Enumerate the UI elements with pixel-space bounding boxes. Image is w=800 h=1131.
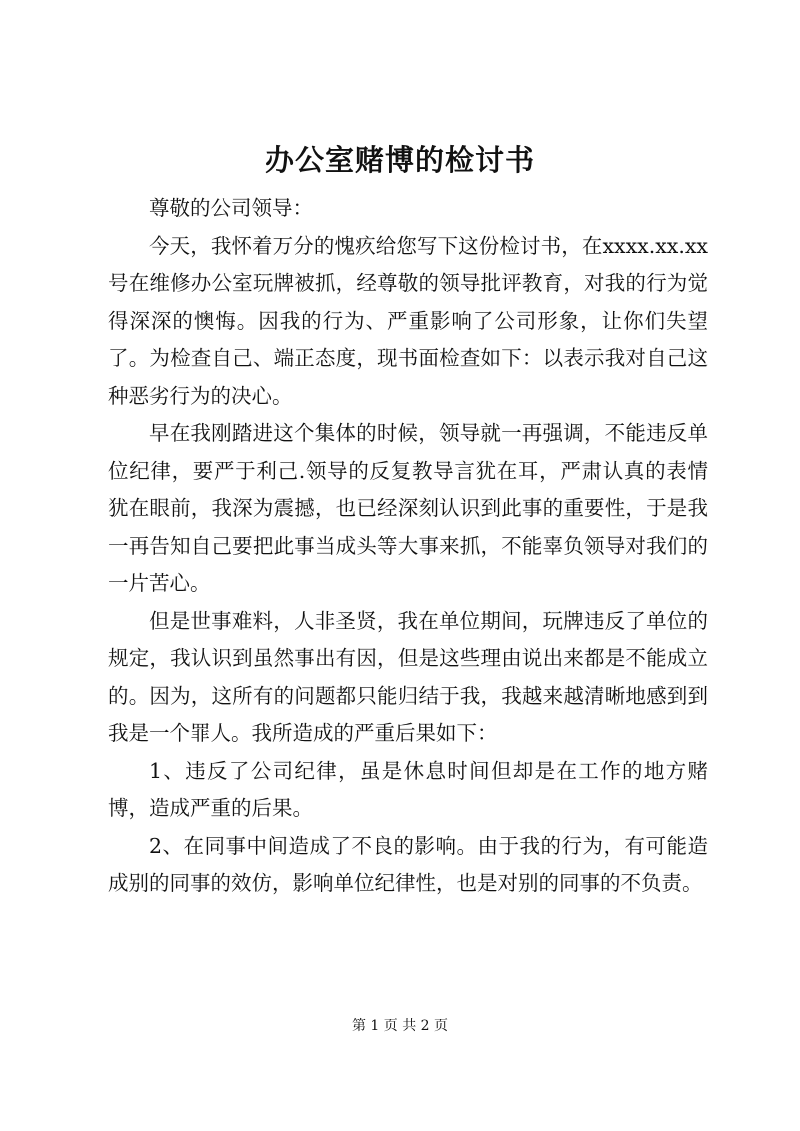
paragraph: 2、在同事中间造成了不良的影响。由于我的行为，有可能造成别的同事的效仿，影响单位纪律性，也是对别的同事的不负责。 (108, 833, 708, 895)
paragraph: 今天，我怀着万分的愧疚给您写下这份检讨书，在xxxx.xx.xx号在维修办公室玩牌被抓，经尊敬的领导批评教育，对我的行为觉得深深的懊悔。因我的行为、严重影响了公司形象，让你们失望了。为检查自己、端正态度，现书面检查如下：以表示我对自己这种恶劣行为的决心。 (108, 233, 708, 408)
document-body (108, 190, 708, 903)
paragraph: 但是世事难料，人非圣贤，我在单位期间，玩牌违反了单位的规定，我认识到虽然事出有因，但是这些理由说出来都是不能成立的。因为，这所有的问题都只能归结于我，我越来越清晰地感到到我是一个罪人。我所造成的严重后果如下： (108, 608, 708, 745)
paragraph: 早在我刚踏进这个集体的时候，领导就一再强调，不能违反单位纪律，要严于利己.领导的反复教导言犹在耳，严肃认真的表情犹在眼前，我深为震撼，也已经深刻认识到此事的重要性，于是我一再告知自己要把此事当成头等大事来抓，不能辜负领导对我们的一片苦心。 (108, 421, 708, 595)
page-footer: 第 1 页 共 2 页 (351, 1018, 449, 1034)
salutation: 尊敬的公司领导： (149, 196, 313, 220)
paragraph: 1、违反了公司纪律，虽是休息时间但却是在工作的地方赌博，造成严重的后果。 (108, 758, 708, 820)
document-title: 办公室赌博的检讨书 (264, 143, 535, 177)
